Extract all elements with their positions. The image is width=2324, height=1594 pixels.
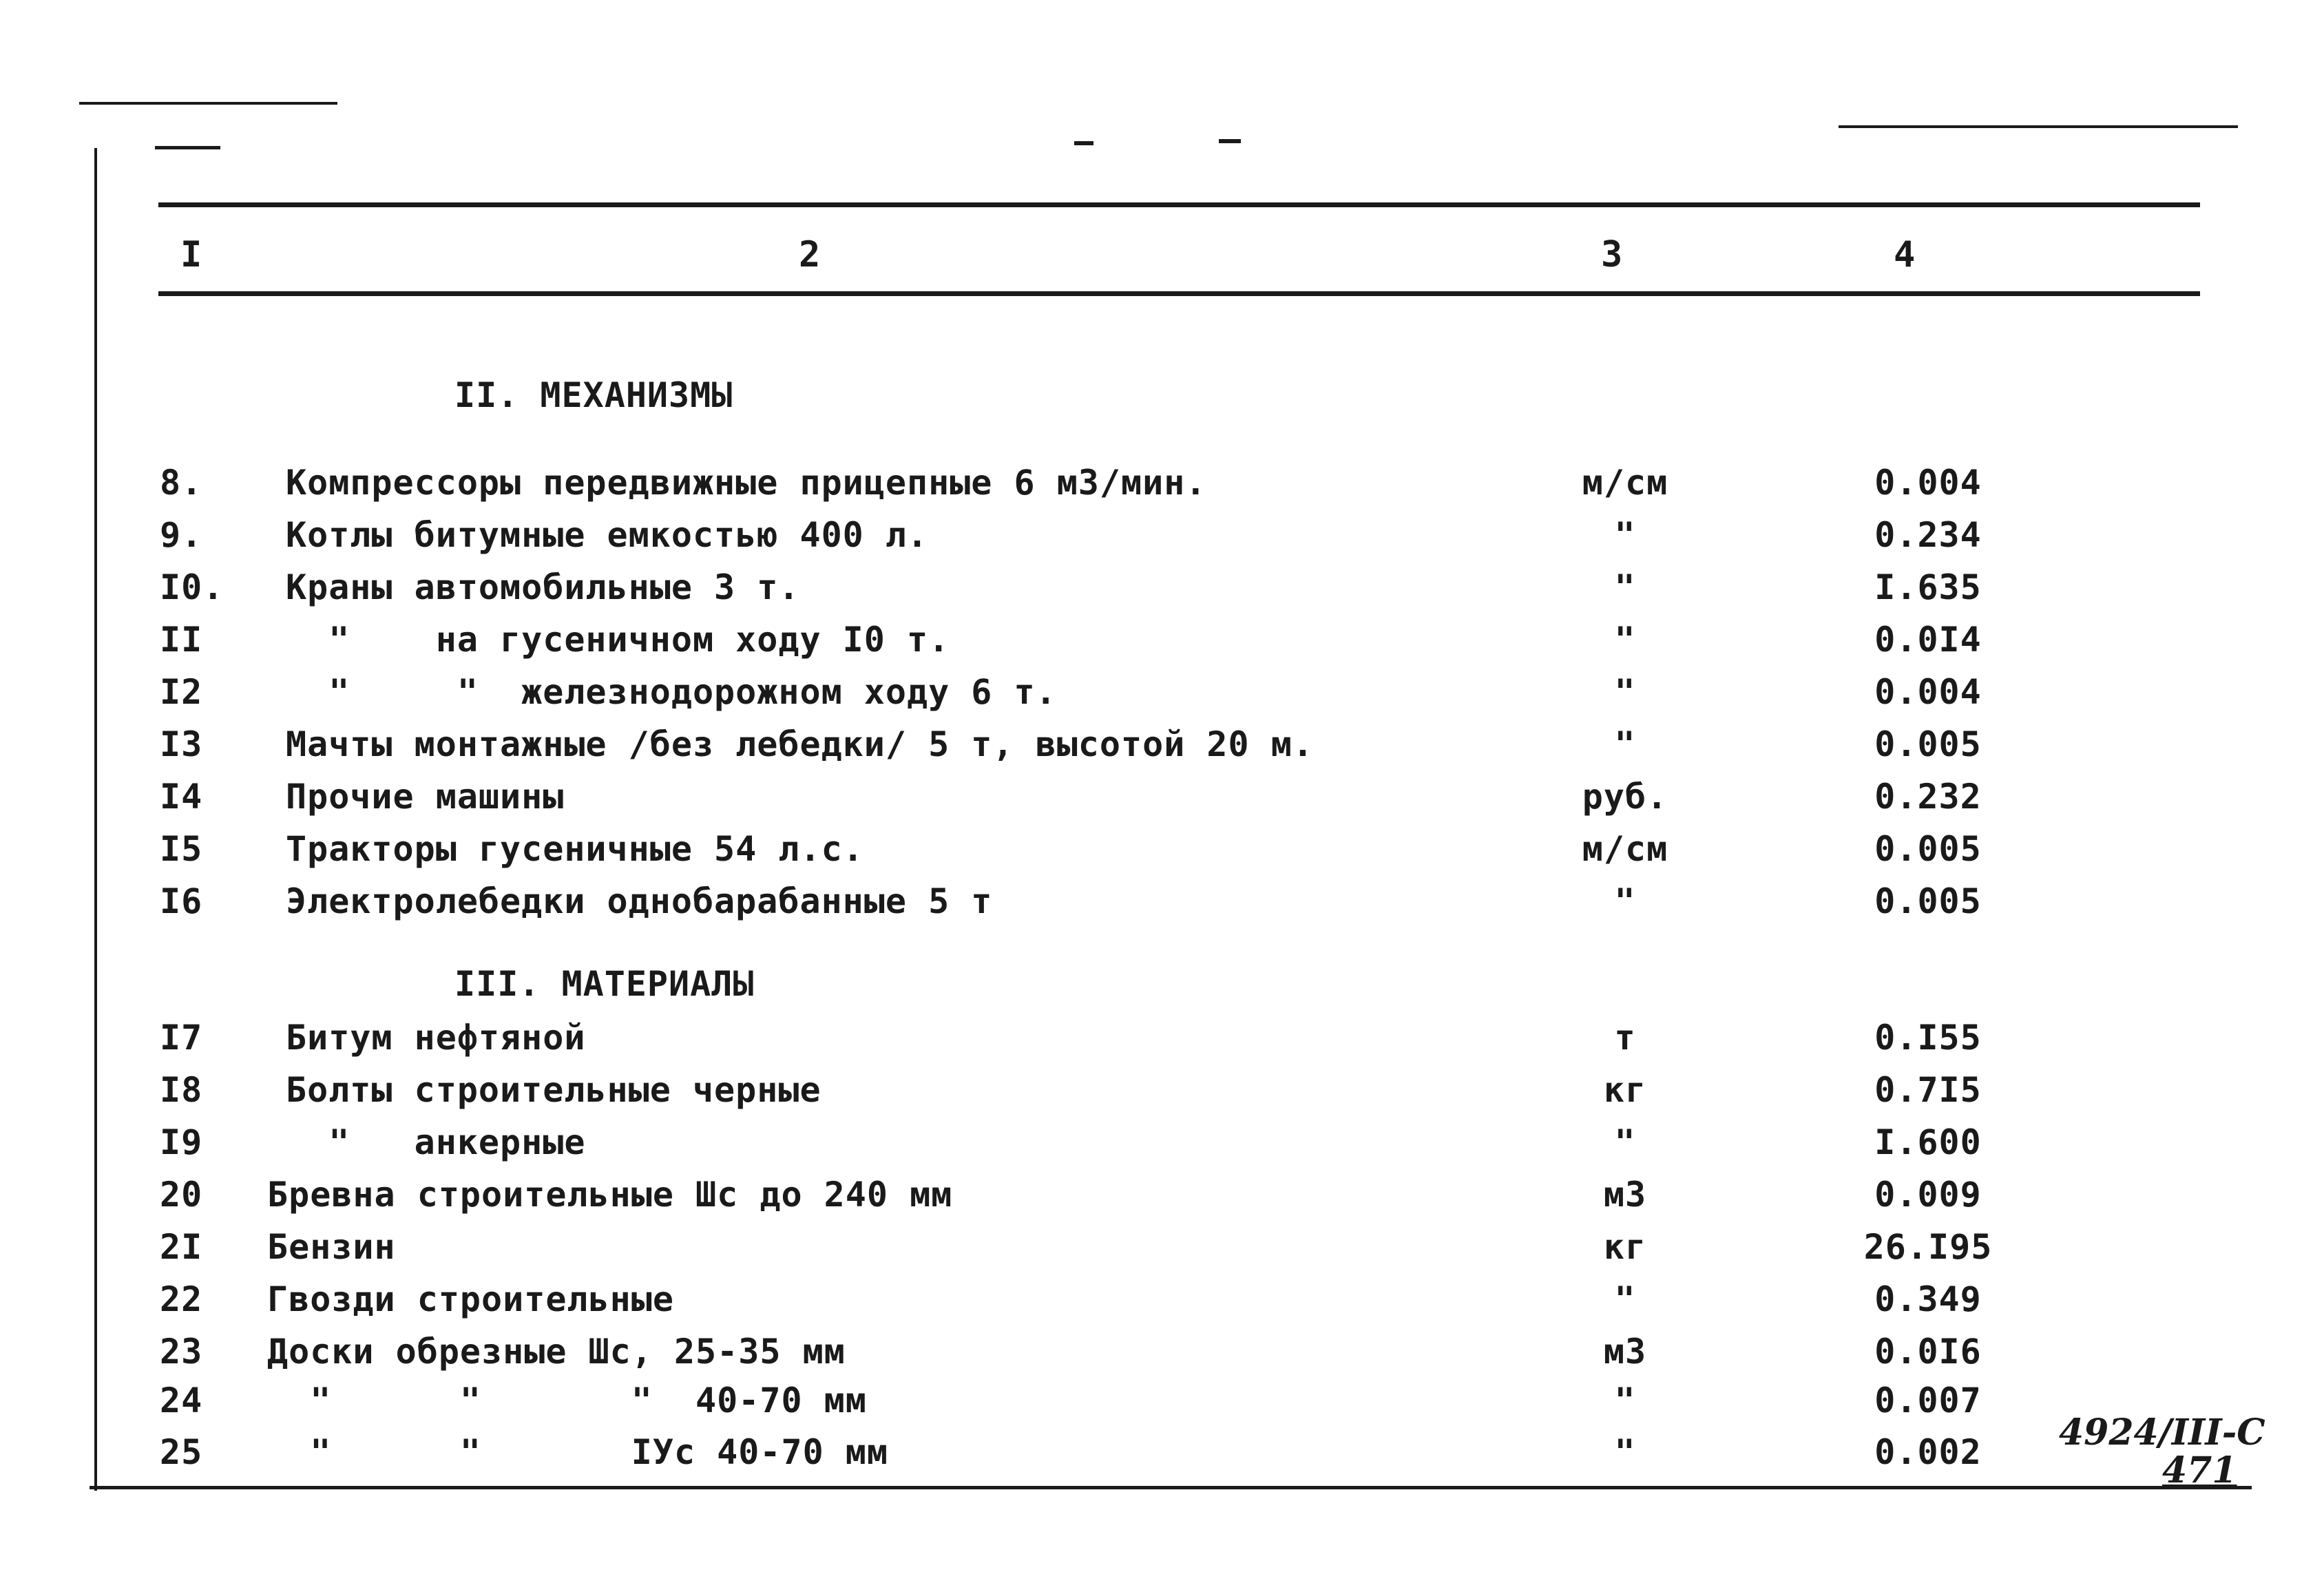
table-row — [0, 1018, 2324, 1069]
row-name: Гвозди строительные — [267, 1279, 674, 1319]
row-value: 0.349 — [1874, 1279, 1982, 1319]
row-name: Компрессоры передвижные прицепные 6 м3/мин. — [286, 463, 1207, 503]
row-name: Доски обрезные Шс, 25-35 мм — [267, 1332, 846, 1372]
row-unit: " — [1614, 1432, 1636, 1472]
row-name: Тракторы гусеничные 54 л.с. — [286, 829, 864, 869]
row-unit: " — [1614, 672, 1636, 712]
row-number: I7 — [160, 1018, 203, 1058]
table-row — [0, 1227, 2324, 1278]
row-name: " " железнодорожном ходу 6 т. — [286, 672, 1057, 712]
row-number: I5 — [160, 829, 203, 869]
row-unit: " — [1614, 1122, 1636, 1162]
row-value: I.600 — [1874, 1122, 1982, 1162]
row-value: 0.I55 — [1874, 1018, 1982, 1058]
row-name: Болты строительные черные — [286, 1070, 821, 1110]
row-number: 2I — [160, 1227, 203, 1267]
row-name: Бензин — [267, 1227, 396, 1267]
row-value: 0.005 — [1874, 881, 1982, 921]
table-row — [0, 672, 2324, 723]
row-name: " на гусеничном ходу I0 т. — [286, 620, 950, 660]
table-row — [0, 1332, 2324, 1383]
row-number: 20 — [160, 1175, 203, 1215]
row-unit: " — [1614, 1279, 1636, 1319]
row-number: 23 — [160, 1332, 203, 1372]
row-value: I.635 — [1874, 567, 1982, 607]
row-unit: " — [1614, 1381, 1636, 1420]
row-unit: м/см — [1582, 463, 1668, 503]
row-value: 0.234 — [1874, 515, 1982, 555]
table-row — [0, 1175, 2324, 1226]
row-number: I2 — [160, 672, 203, 712]
row-value: 0.005 — [1874, 724, 1982, 764]
row-unit: м/см — [1582, 829, 1668, 869]
row-unit: кг — [1603, 1070, 1647, 1110]
row-value: 0.005 — [1874, 829, 1982, 869]
table-row — [0, 724, 2324, 775]
table-row — [0, 567, 2324, 618]
row-unit: " — [1614, 620, 1636, 660]
row-unit: руб. — [1582, 777, 1668, 817]
row-number: I8 — [160, 1070, 203, 1110]
top-left-mark — [155, 146, 220, 149]
row-number: 9. — [160, 515, 203, 555]
row-name: Мачты монтажные /без лебедки/ 5 т, высотой 20 м. — [286, 724, 1314, 764]
row-value: 0.009 — [1874, 1175, 1982, 1215]
top-mark-2 — [1219, 139, 1241, 143]
row-value: 0.7I5 — [1874, 1070, 1982, 1110]
section-title-mechanisms: II. МЕХАНИЗМЫ — [454, 375, 733, 415]
row-value: 0.232 — [1874, 777, 1982, 817]
top-mark-1 — [1074, 141, 1093, 145]
row-name: " анкерные — [286, 1122, 586, 1162]
column-header-2: 2 — [799, 234, 821, 275]
bottom-rule — [90, 1486, 2252, 1489]
row-number: 25 — [160, 1432, 203, 1472]
row-value: 0.004 — [1874, 463, 1982, 503]
row-unit: м3 — [1603, 1175, 1647, 1215]
row-name: Электролебедки однобарабанные 5 т — [286, 881, 993, 921]
table-row — [0, 620, 2324, 671]
row-value: 0.002 — [1874, 1432, 1982, 1472]
table-row — [0, 1122, 2324, 1173]
table-row — [0, 463, 2324, 514]
row-number: 22 — [160, 1279, 203, 1319]
row-unit: м3 — [1603, 1332, 1647, 1372]
row-number: I4 — [160, 777, 203, 817]
header-bottom-rule — [158, 291, 2200, 296]
column-header-1: I — [180, 234, 203, 275]
page-number-stamp: 471 — [2162, 1449, 2237, 1491]
row-unit: кг — [1603, 1227, 1647, 1267]
row-number: I9 — [160, 1122, 203, 1162]
table-row — [0, 1432, 2324, 1483]
row-name: Котлы битумные емкостью 400 л. — [286, 515, 929, 555]
row-name: " " IУс 40-70 мм — [267, 1432, 888, 1472]
row-name: Прочие машины — [286, 777, 565, 817]
row-name: Краны автомобильные 3 т. — [286, 567, 800, 607]
table-row — [0, 1381, 2324, 1432]
table-row — [0, 777, 2324, 828]
row-name: " " " 40-70 мм — [267, 1381, 867, 1420]
row-value: 0.0I4 — [1874, 620, 1982, 660]
column-header-3: 3 — [1601, 234, 1624, 275]
top-left-scan-line — [79, 102, 337, 105]
header-top-rule — [158, 202, 2200, 207]
table-row — [0, 1070, 2324, 1121]
row-value: 0.0I6 — [1874, 1332, 1982, 1372]
table-row — [0, 515, 2324, 566]
archive-number-stamp: 4924/III-С — [2059, 1412, 2265, 1454]
table-row — [0, 1279, 2324, 1330]
row-unit: " — [1614, 515, 1636, 555]
row-unit: " — [1614, 881, 1636, 921]
row-name: Битум нефтяной — [286, 1018, 586, 1058]
table-row — [0, 829, 2324, 880]
row-number: I0. — [160, 567, 224, 607]
row-number: 8. — [160, 463, 203, 503]
row-number: I6 — [160, 881, 203, 921]
row-name: Бревна строительные Шс до 240 мм — [267, 1175, 953, 1215]
row-value: 0.007 — [1874, 1381, 1982, 1420]
row-number: II — [160, 620, 203, 660]
row-value: 0.004 — [1874, 672, 1982, 712]
row-number: 24 — [160, 1381, 203, 1420]
row-value: 26.I95 — [1863, 1227, 1993, 1267]
row-unit: т — [1614, 1018, 1636, 1058]
column-header-4: 4 — [1894, 234, 1916, 275]
table-row — [0, 881, 2324, 932]
row-number: I3 — [160, 724, 203, 764]
top-right-scan-line — [1839, 125, 2238, 128]
row-unit: " — [1614, 724, 1636, 764]
section-title-materials: III. МАТЕРИАЛЫ — [454, 964, 755, 1004]
row-unit: " — [1614, 567, 1636, 607]
